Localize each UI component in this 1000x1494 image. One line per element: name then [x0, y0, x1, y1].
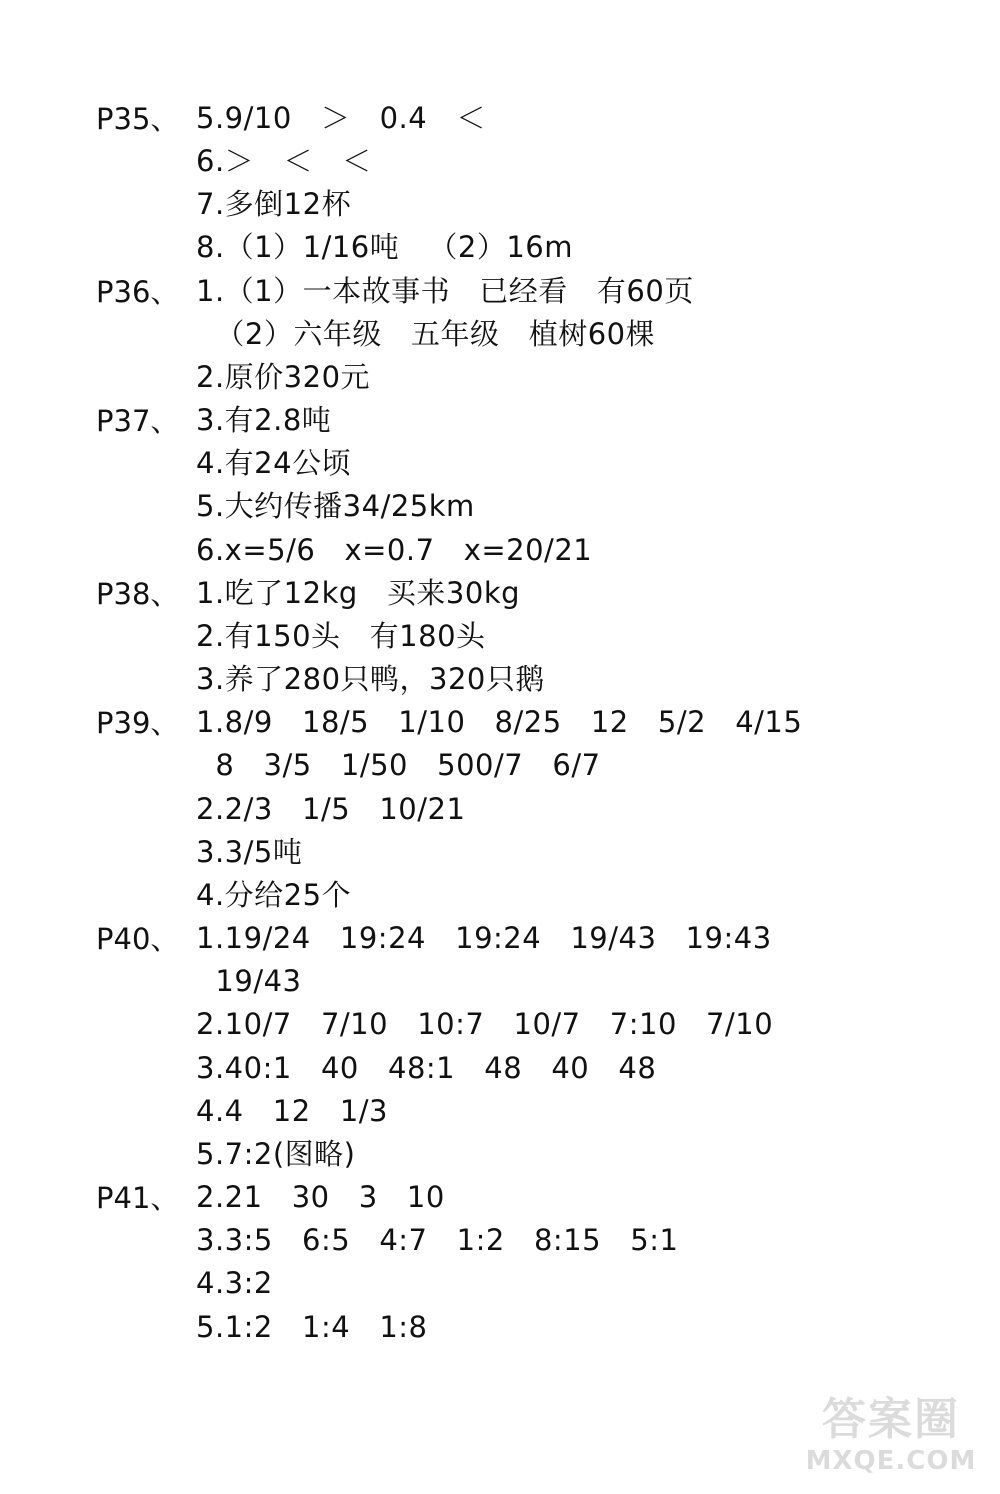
page-label-p41: P41、 — [96, 1181, 180, 1215]
page-label-p39: P39、 — [96, 706, 180, 740]
answer-line: 5.大约传播34/25km — [196, 489, 475, 523]
answer-line: 7.多倒12杯 — [196, 187, 352, 221]
answer-line: 1.8/9 18/5 1/10 8/25 12 5/2 4/15 — [196, 705, 803, 739]
answer-line: 2.2/3 1/5 10/21 — [196, 792, 466, 826]
answer-line: 19/43 — [196, 964, 302, 998]
answer-line: 3.3/5吨 — [196, 835, 303, 869]
answer-line: （2）六年级 五年级 植树60棵 — [196, 317, 656, 351]
page-label-p37: P37、 — [96, 404, 180, 438]
answer-line: 5.9/10 ＞ 0.4 ＜ — [196, 101, 486, 135]
answer-line: 2.原价320元 — [196, 360, 371, 394]
page-label-p38: P38、 — [96, 577, 180, 611]
answer-line: 3.养了280只鸭，320只鹅 — [196, 662, 545, 696]
page-label-p40: P40、 — [96, 922, 180, 956]
answer-line: 2.21 30 3 10 — [196, 1180, 445, 1214]
answer-line: 4.4 12 1/3 — [196, 1094, 389, 1128]
answer-line: 3.40:1 40 48:1 48 40 48 — [196, 1051, 657, 1085]
watermark-title: 答案圈 — [822, 1394, 960, 1445]
answer-line: 3.有2.8吨 — [196, 403, 332, 437]
answer-line: 2.有150头 有180头 — [196, 619, 486, 653]
answer-line: 2.10/7 7/10 10:7 10/7 7:10 7/10 — [196, 1007, 774, 1041]
page-label-p35: P35、 — [96, 102, 180, 136]
answer-line: 6.＞ ＜ ＜ — [196, 144, 372, 178]
answer-line: 5.7:2(图略) — [196, 1137, 356, 1171]
answer-line: 8.（1）1/16吨 （2）16m — [196, 230, 573, 264]
answer-line: 4.分给25个 — [196, 878, 352, 912]
answer-line: 8 3/5 1/50 500/7 6/7 — [196, 748, 601, 782]
answer-line: 1.19/24 19:24 19:24 19/43 19:43 — [196, 921, 772, 955]
answer-line: 4.有24公顷 — [196, 446, 352, 480]
page-label-p36: P36、 — [96, 275, 180, 309]
watermark-logo — [796, 1394, 986, 1484]
answer-line: 5.1:2 1:4 1:8 — [196, 1310, 428, 1344]
answer-line: 6.x=5/6 x=0.7 x=20/21 — [196, 533, 593, 567]
watermark-url: MXQE.COM — [805, 1446, 977, 1476]
answer-line: 1.（1）一本故事书 已经看 有60页 — [196, 274, 694, 308]
answer-line: 3.3:5 6:5 4:7 1:2 8:15 5:1 — [196, 1223, 679, 1257]
answer-line: 1.吃了12kg 买来30kg — [196, 576, 521, 610]
answer-line: 4.3:2 — [196, 1266, 273, 1300]
